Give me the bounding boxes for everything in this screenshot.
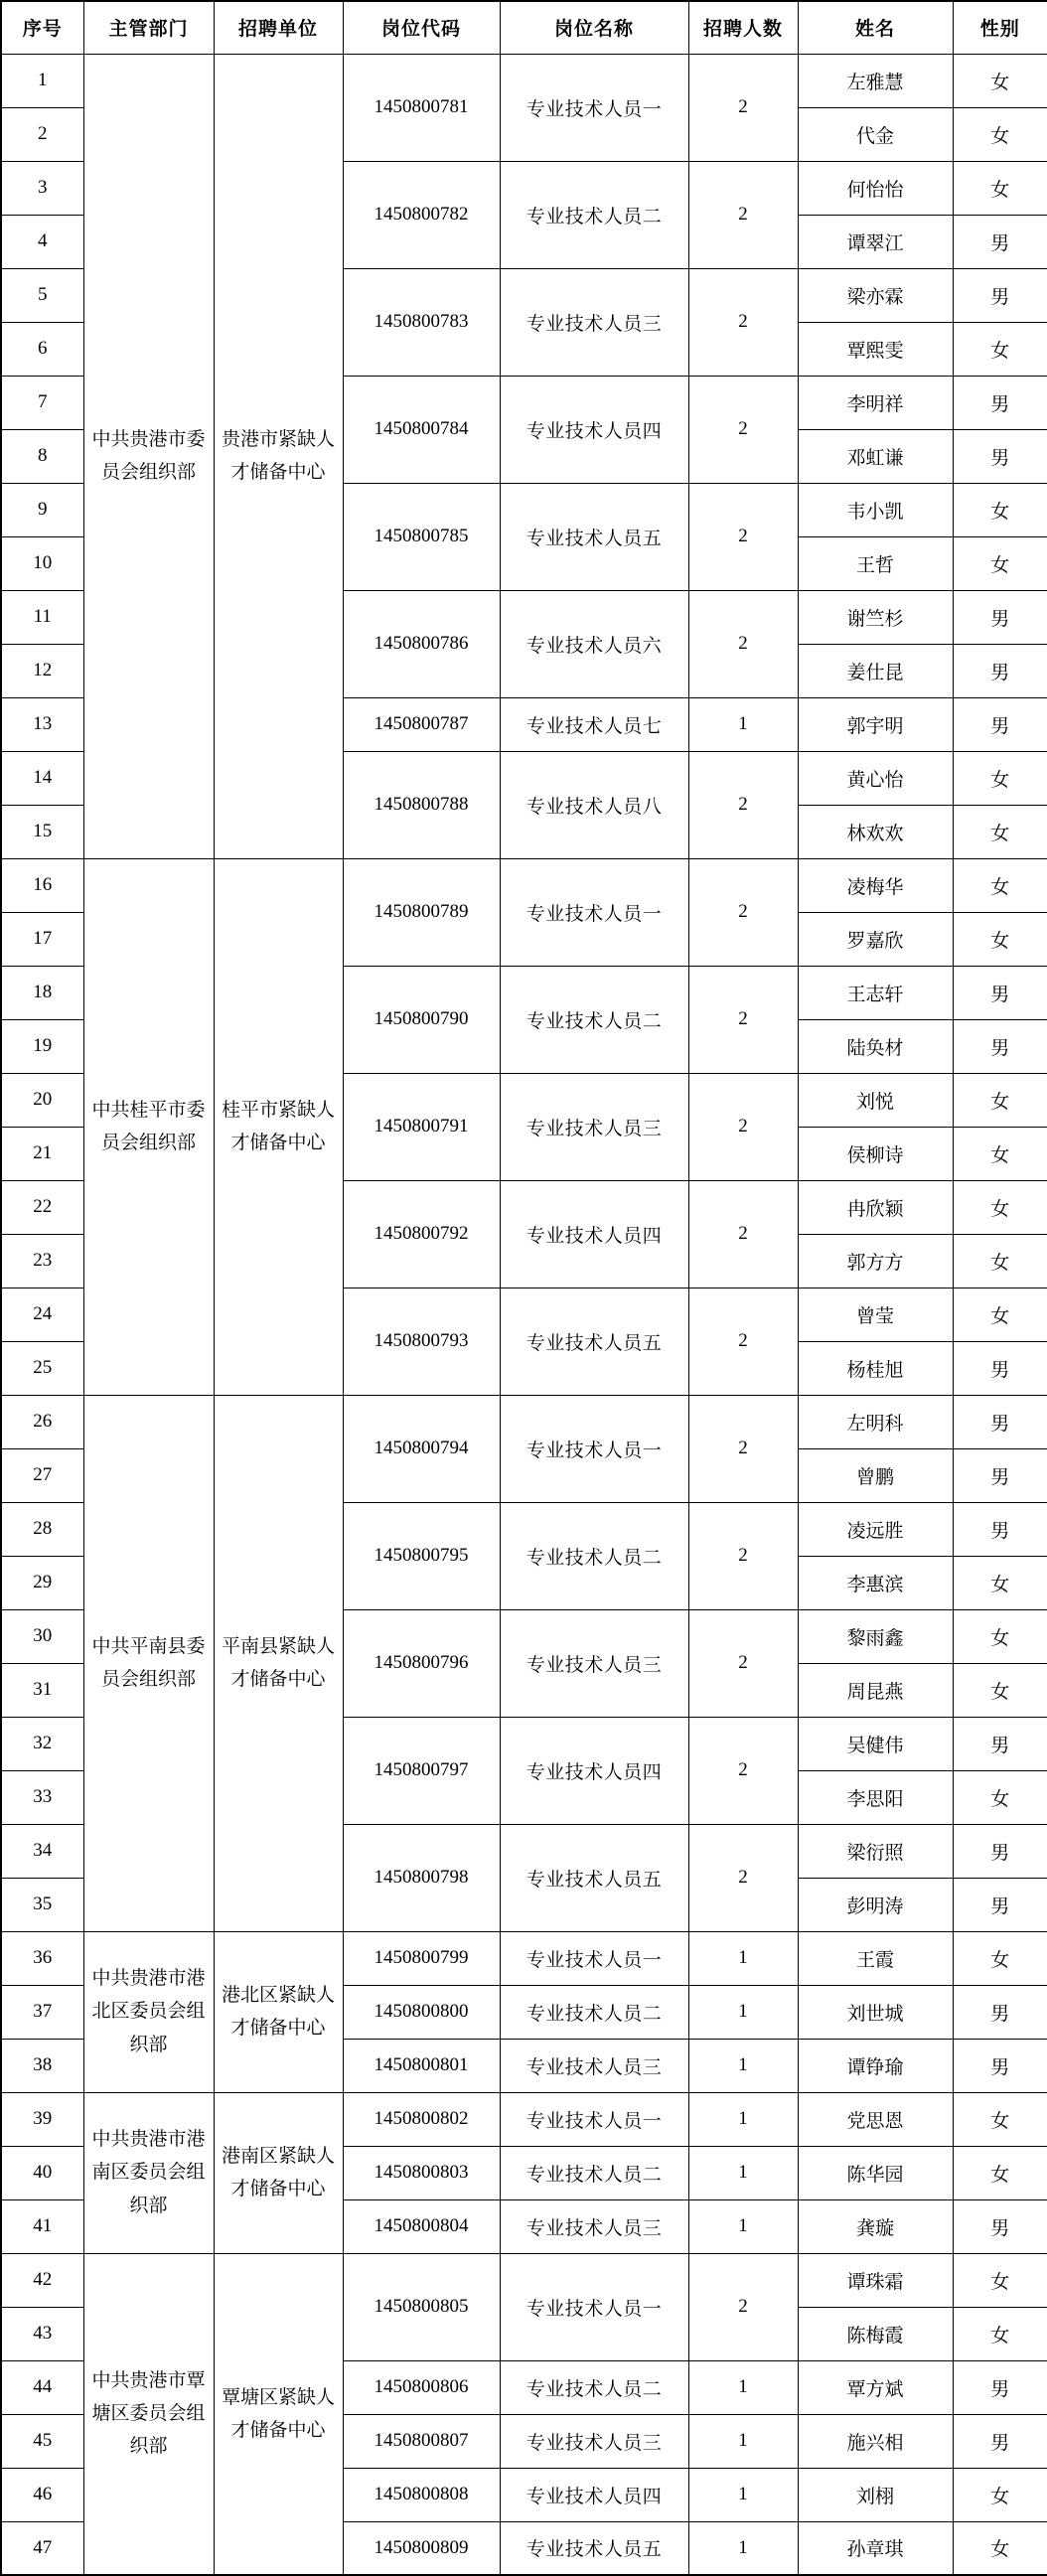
gender-cell: 女 [953, 1556, 1047, 1609]
serial-cell: 5 [1, 268, 83, 322]
table-row [1, 1931, 1047, 1985]
serial-cell: 40 [1, 2146, 83, 2199]
name-cell: 黄心怡 [798, 751, 953, 805]
count-cell: 1 [688, 2468, 798, 2521]
position-cell: 专业技术人员一 [500, 1931, 688, 1985]
position-cell: 专业技术人员一 [500, 858, 688, 966]
code-cell: 1450800795 [343, 1502, 500, 1609]
gender-cell: 男 [953, 590, 1047, 644]
serial-cell: 15 [1, 805, 83, 858]
col-header-gender: 性别 [953, 1, 1047, 54]
name-cell: 谢竺杉 [798, 590, 953, 644]
gender-cell: 女 [953, 2092, 1047, 2146]
serial-cell: 30 [1, 1609, 83, 1663]
gender-cell: 男 [953, 215, 1047, 268]
serial-cell: 32 [1, 1717, 83, 1770]
name-cell: 李明祥 [798, 376, 953, 429]
position-cell: 专业技术人员一 [500, 1395, 688, 1502]
gender-cell: 男 [953, 966, 1047, 1019]
serial-cell: 20 [1, 1073, 83, 1127]
serial-cell: 19 [1, 1019, 83, 1073]
name-cell: 邓虹谦 [798, 429, 953, 483]
count-cell: 2 [688, 268, 798, 376]
gender-cell: 女 [953, 107, 1047, 161]
code-cell: 1450800793 [343, 1288, 500, 1395]
count-cell: 2 [688, 161, 798, 268]
serial-cell: 26 [1, 1395, 83, 1448]
gender-cell: 女 [953, 322, 1047, 376]
name-cell: 陆奂材 [798, 1019, 953, 1073]
count-cell: 2 [688, 483, 798, 590]
gender-cell: 男 [953, 376, 1047, 429]
name-cell: 何怡怡 [798, 161, 953, 215]
gender-cell: 男 [953, 2414, 1047, 2468]
count-cell: 2 [688, 1073, 798, 1180]
serial-cell: 33 [1, 1770, 83, 1824]
position-cell: 专业技术人员二 [500, 1502, 688, 1609]
table-row [1, 54, 1047, 107]
count-cell: 2 [688, 590, 798, 697]
serial-cell: 3 [1, 161, 83, 215]
name-cell: 谭铮瑜 [798, 2039, 953, 2092]
name-cell: 吴健伟 [798, 1717, 953, 1770]
gender-cell: 女 [953, 912, 1047, 966]
code-cell: 1450800809 [343, 2521, 500, 2575]
serial-cell: 41 [1, 2199, 83, 2253]
position-cell: 专业技术人员二 [500, 1985, 688, 2039]
position-cell: 专业技术人员一 [500, 2092, 688, 2146]
position-cell: 专业技术人员二 [500, 966, 688, 1073]
unit-cell: 港南区紧缺人才储备中心 [214, 2092, 343, 2253]
count-cell: 2 [688, 966, 798, 1073]
serial-cell: 27 [1, 1448, 83, 1502]
name-cell: 曾鹏 [798, 1448, 953, 1502]
name-cell: 陈华园 [798, 2146, 953, 2199]
code-cell: 1450800802 [343, 2092, 500, 2146]
gender-cell: 男 [953, 644, 1047, 697]
serial-cell: 42 [1, 2253, 83, 2307]
position-cell: 专业技术人员一 [500, 54, 688, 161]
name-cell: 孙章琪 [798, 2521, 953, 2575]
gender-cell: 女 [953, 1180, 1047, 1234]
position-cell: 专业技术人员二 [500, 2360, 688, 2414]
count-cell: 1 [688, 2146, 798, 2199]
position-cell: 专业技术人员四 [500, 2468, 688, 2521]
position-cell: 专业技术人员五 [500, 1824, 688, 1931]
unit-cell: 桂平市紧缺人才储备中心 [214, 858, 343, 1395]
name-cell: 冉欣颖 [798, 1180, 953, 1234]
count-cell: 2 [688, 54, 798, 161]
name-cell: 梁衍照 [798, 1824, 953, 1878]
table-body [1, 54, 1047, 2575]
serial-cell: 21 [1, 1127, 83, 1180]
gender-cell: 女 [953, 805, 1047, 858]
serial-cell: 28 [1, 1502, 83, 1556]
name-cell: 刘栩 [798, 2468, 953, 2521]
name-cell: 彭明涛 [798, 1878, 953, 1931]
department-cell: 中共贵港市港南区委员会组织部 [83, 2092, 214, 2253]
gender-cell: 男 [953, 1502, 1047, 1556]
code-cell: 1450800807 [343, 2414, 500, 2468]
gender-cell: 男 [953, 1824, 1047, 1878]
serial-cell: 22 [1, 1180, 83, 1234]
name-cell: 郭宇明 [798, 697, 953, 751]
position-cell: 专业技术人员四 [500, 1180, 688, 1288]
code-cell: 1450800789 [343, 858, 500, 966]
table-row [1, 1395, 1047, 1448]
gender-cell: 女 [953, 1609, 1047, 1663]
unit-cell: 平南县紧缺人才储备中心 [214, 1395, 343, 1931]
position-cell: 专业技术人员五 [500, 1288, 688, 1395]
gender-cell: 男 [953, 2360, 1047, 2414]
code-cell: 1450800797 [343, 1717, 500, 1824]
serial-cell: 4 [1, 215, 83, 268]
serial-cell: 10 [1, 536, 83, 590]
name-cell: 李惠滨 [798, 1556, 953, 1609]
gender-cell: 女 [953, 54, 1047, 107]
position-cell: 专业技术人员三 [500, 268, 688, 376]
gender-cell: 女 [953, 2307, 1047, 2360]
name-cell: 左明科 [798, 1395, 953, 1448]
col-header-count: 招聘人数 [688, 1, 798, 54]
gender-cell: 女 [953, 1288, 1047, 1341]
gender-cell: 女 [953, 1234, 1047, 1288]
department-cell: 中共贵港市港北区委员会组织部 [83, 1931, 214, 2092]
unit-cell: 港北区紧缺人才储备中心 [214, 1931, 343, 2092]
name-cell: 刘悦 [798, 1073, 953, 1127]
name-cell: 杨桂旭 [798, 1341, 953, 1395]
position-cell: 专业技术人员三 [500, 2199, 688, 2253]
count-cell: 2 [688, 1502, 798, 1609]
gender-cell: 男 [953, 1717, 1047, 1770]
name-cell: 韦小凯 [798, 483, 953, 536]
serial-cell: 43 [1, 2307, 83, 2360]
gender-cell: 女 [953, 2253, 1047, 2307]
count-cell: 1 [688, 2092, 798, 2146]
code-cell: 1450800786 [343, 590, 500, 697]
serial-cell: 38 [1, 2039, 83, 2092]
count-cell: 2 [688, 1180, 798, 1288]
gender-cell: 女 [953, 1127, 1047, 1180]
gender-cell: 男 [953, 2039, 1047, 2092]
name-cell: 罗嘉欣 [798, 912, 953, 966]
code-cell: 1450800781 [343, 54, 500, 161]
department-cell: 中共平南县委员会组织部 [83, 1395, 214, 1931]
count-cell: 2 [688, 1395, 798, 1502]
name-cell: 左雅慧 [798, 54, 953, 107]
name-cell: 党思恩 [798, 2092, 953, 2146]
gender-cell: 女 [953, 1663, 1047, 1717]
gender-cell: 女 [953, 1770, 1047, 1824]
name-cell: 凌远胜 [798, 1502, 953, 1556]
serial-cell: 17 [1, 912, 83, 966]
count-cell: 2 [688, 1824, 798, 1931]
name-cell: 覃熙雯 [798, 322, 953, 376]
name-cell: 谭翠江 [798, 215, 953, 268]
gender-cell: 男 [953, 1878, 1047, 1931]
name-cell: 刘世城 [798, 1985, 953, 2039]
code-cell: 1450800791 [343, 1073, 500, 1180]
count-cell: 2 [688, 376, 798, 483]
position-cell: 专业技术人员三 [500, 1073, 688, 1180]
unit-cell: 贵港市紧缺人才储备中心 [214, 54, 343, 858]
header-row [1, 1, 1047, 54]
name-cell: 谭珠霜 [798, 2253, 953, 2307]
gender-cell: 男 [953, 1985, 1047, 2039]
serial-cell: 36 [1, 1931, 83, 1985]
serial-cell: 44 [1, 2360, 83, 2414]
position-cell: 专业技术人员一 [500, 2253, 688, 2360]
serial-cell: 29 [1, 1556, 83, 1609]
code-cell: 1450800783 [343, 268, 500, 376]
gender-cell: 男 [953, 429, 1047, 483]
count-cell: 1 [688, 2039, 798, 2092]
serial-cell: 9 [1, 483, 83, 536]
gender-cell: 男 [953, 268, 1047, 322]
count-cell: 1 [688, 2199, 798, 2253]
code-cell: 1450800804 [343, 2199, 500, 2253]
serial-cell: 35 [1, 1878, 83, 1931]
name-cell: 周昆燕 [798, 1663, 953, 1717]
count-cell: 1 [688, 2521, 798, 2575]
name-cell: 郭方方 [798, 1234, 953, 1288]
name-cell: 曾莹 [798, 1288, 953, 1341]
count-cell: 2 [688, 2253, 798, 2360]
code-cell: 1450800794 [343, 1395, 500, 1502]
position-cell: 专业技术人员五 [500, 483, 688, 590]
name-cell: 李思阳 [798, 1770, 953, 1824]
gender-cell: 男 [953, 1395, 1047, 1448]
code-cell: 1450800805 [343, 2253, 500, 2360]
gender-cell: 女 [953, 858, 1047, 912]
position-cell: 专业技术人员四 [500, 376, 688, 483]
serial-cell: 7 [1, 376, 83, 429]
count-cell: 1 [688, 697, 798, 751]
position-cell: 专业技术人员五 [500, 2521, 688, 2575]
serial-cell: 23 [1, 1234, 83, 1288]
serial-cell: 34 [1, 1824, 83, 1878]
name-cell: 施兴相 [798, 2414, 953, 2468]
gender-cell: 女 [953, 161, 1047, 215]
serial-cell: 45 [1, 2414, 83, 2468]
serial-cell: 18 [1, 966, 83, 1019]
code-cell: 1450800785 [343, 483, 500, 590]
table-header [1, 1, 1047, 54]
count-cell: 2 [688, 858, 798, 966]
position-cell: 专业技术人员六 [500, 590, 688, 697]
code-cell: 1450800796 [343, 1609, 500, 1717]
col-header-unit: 招聘单位 [214, 1, 343, 54]
serial-cell: 8 [1, 429, 83, 483]
code-cell: 1450800806 [343, 2360, 500, 2414]
count-cell: 2 [688, 1288, 798, 1395]
name-cell: 侯柳诗 [798, 1127, 953, 1180]
position-cell: 专业技术人员四 [500, 1717, 688, 1824]
table-row [1, 858, 1047, 912]
count-cell: 1 [688, 1985, 798, 2039]
serial-cell: 6 [1, 322, 83, 376]
code-cell: 1450800803 [343, 2146, 500, 2199]
name-cell: 王哲 [798, 536, 953, 590]
serial-cell: 25 [1, 1341, 83, 1395]
unit-cell: 覃塘区紧缺人才储备中心 [214, 2253, 343, 2575]
department-cell: 中共桂平市委员会组织部 [83, 858, 214, 1395]
position-cell: 专业技术人员二 [500, 2146, 688, 2199]
name-cell: 姜仕昆 [798, 644, 953, 697]
name-cell: 覃方斌 [798, 2360, 953, 2414]
position-cell: 专业技术人员二 [500, 161, 688, 268]
code-cell: 1450800799 [343, 1931, 500, 1985]
count-cell: 1 [688, 1931, 798, 1985]
department-cell: 中共贵港市委员会组织部 [83, 54, 214, 858]
department-cell: 中共贵港市覃塘区委员会组织部 [83, 2253, 214, 2575]
gender-cell: 男 [953, 1019, 1047, 1073]
code-cell: 1450800792 [343, 1180, 500, 1288]
name-cell: 梁亦霖 [798, 268, 953, 322]
serial-cell: 16 [1, 858, 83, 912]
position-cell: 专业技术人员三 [500, 2414, 688, 2468]
name-cell: 王志轩 [798, 966, 953, 1019]
code-cell: 1450800790 [343, 966, 500, 1073]
code-cell: 1450800800 [343, 1985, 500, 2039]
gender-cell: 女 [953, 2146, 1047, 2199]
code-cell: 1450800798 [343, 1824, 500, 1931]
name-cell: 代金 [798, 107, 953, 161]
count-cell: 2 [688, 1717, 798, 1824]
col-header-code: 岗位代码 [343, 1, 500, 54]
count-cell: 1 [688, 2414, 798, 2468]
gender-cell: 男 [953, 697, 1047, 751]
gender-cell: 女 [953, 1073, 1047, 1127]
col-header-serial: 序号 [1, 1, 83, 54]
serial-cell: 14 [1, 751, 83, 805]
position-cell: 专业技术人员三 [500, 2039, 688, 2092]
serial-cell: 1 [1, 54, 83, 107]
serial-cell: 11 [1, 590, 83, 644]
col-header-position: 岗位名称 [500, 1, 688, 54]
table-row [1, 2092, 1047, 2146]
serial-cell: 37 [1, 1985, 83, 2039]
serial-cell: 12 [1, 644, 83, 697]
serial-cell: 46 [1, 2468, 83, 2521]
gender-cell: 女 [953, 483, 1047, 536]
gender-cell: 男 [953, 1341, 1047, 1395]
position-cell: 专业技术人员三 [500, 1609, 688, 1717]
gender-cell: 男 [953, 1448, 1047, 1502]
table-row [1, 2253, 1047, 2307]
serial-cell: 47 [1, 2521, 83, 2575]
code-cell: 1450800808 [343, 2468, 500, 2521]
serial-cell: 24 [1, 1288, 83, 1341]
col-header-name: 姓名 [798, 1, 953, 54]
gender-cell: 女 [953, 1931, 1047, 1985]
name-cell: 黎雨鑫 [798, 1609, 953, 1663]
code-cell: 1450800784 [343, 376, 500, 483]
gender-cell: 女 [953, 536, 1047, 590]
name-cell: 林欢欢 [798, 805, 953, 858]
code-cell: 1450800788 [343, 751, 500, 858]
name-cell: 凌梅华 [798, 858, 953, 912]
name-cell: 龚璇 [798, 2199, 953, 2253]
serial-cell: 31 [1, 1663, 83, 1717]
name-cell: 王霞 [798, 1931, 953, 1985]
gender-cell: 女 [953, 751, 1047, 805]
code-cell: 1450800782 [343, 161, 500, 268]
serial-cell: 13 [1, 697, 83, 751]
gender-cell: 男 [953, 2199, 1047, 2253]
code-cell: 1450800787 [343, 697, 500, 751]
position-cell: 专业技术人员八 [500, 751, 688, 858]
position-cell: 专业技术人员七 [500, 697, 688, 751]
gender-cell: 女 [953, 2468, 1047, 2521]
col-header-department: 主管部门 [83, 1, 214, 54]
count-cell: 2 [688, 751, 798, 858]
code-cell: 1450800801 [343, 2039, 500, 2092]
name-cell: 陈梅霞 [798, 2307, 953, 2360]
serial-cell: 2 [1, 107, 83, 161]
gender-cell: 女 [953, 2521, 1047, 2575]
count-cell: 2 [688, 1609, 798, 1717]
count-cell: 1 [688, 2360, 798, 2414]
serial-cell: 39 [1, 2092, 83, 2146]
